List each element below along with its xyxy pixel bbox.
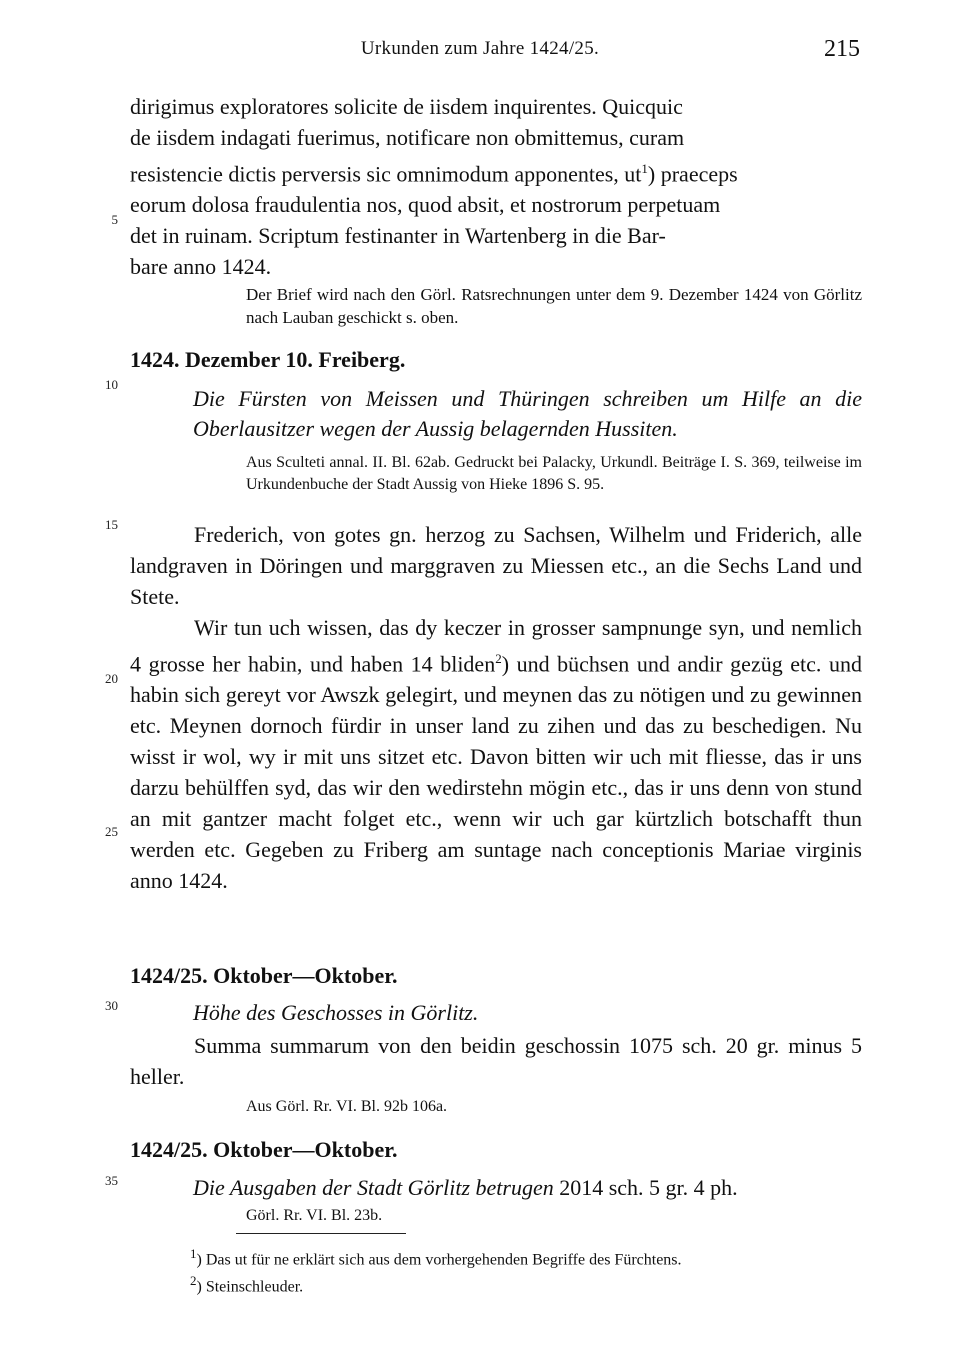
footnote-ref-1: 1 (641, 161, 648, 176)
text-line: dirigimus exploratores solicite de iisdem inquirentes. Quicquic (130, 94, 683, 119)
document-4-source: Görl. Rr. VI. Bl. 23b. (246, 1207, 383, 1224)
main-paragraph: Wir tun uch wissen, das dy keczer in grosser sampnunge syn, und nemlich 4 grosse her habin, und haben 14 bliden$^2$) und büchsen und andir gezüg etc. und habin sich gereyt vor Awszk gelegirt, und meynen das zu nötigen und zu gewinnen etc. Meynen dornoch fürdir in unser land zu zihen und das zu beschedigen. Nu wisst ir wol, wy ir mit uns sitzet etc. Davon bitten wir uch mit fliesse, das ir uns darzu behülffen syd, das wir den wedirstehn mögin etc., das ir uns denn von stund an mit gantzer macht folget etc., wenn wir uch gar kürtzlich botschafft thun werden etc. Gegeben zu Friberg am suntage nach conceptionis Mariae virginis anno 1424. (130, 615, 862, 894)
document-2-regest: Die Fürsten von Meissen und Thüringen schreiben um Hilfe an die Oberlausitzer wegen der Aussig belagernden Hussiten. (193, 386, 862, 441)
text-line: de iisdem indagati fuerimus, notificare non obmittemus, curam (130, 125, 685, 150)
footnote-rule (236, 1233, 406, 1234)
text-line: det in ruinam. Scriptum festinanter in Wartenberg in die Bar- (130, 223, 666, 249)
line-number-20: 20 (105, 671, 118, 686)
line-number-15: 15 (105, 517, 118, 532)
document-3-regest: Höhe des Geschosses in Görlitz. (193, 1000, 479, 1025)
expenditure-value: 2014 sch. 5 gr. 4 ph. (559, 1175, 738, 1200)
document-2-heading: 1424. Dezember 10. Freiberg. (130, 347, 406, 372)
page-number: 215 (824, 36, 860, 62)
document-3-heading: 1424/25. Oktober—Oktober. (130, 963, 398, 988)
document-2-source: Aus Sculteti annal. II. Bl. 62ab. Gedruckt bei Palacky, Urkundl. Beiträge I. S. 369, teilweise im Urkundenbuche der Stadt Aussig von Hieke 1896 S. 95. (246, 454, 862, 493)
text-line: resistencie dictis perversis sic omnimodum apponentes, $ut^1$) praeceps (130, 161, 738, 187)
line-number-10: 10 (105, 377, 118, 392)
line-number-35: 35 (105, 1173, 118, 1188)
line-number-5: 5 (111, 212, 118, 227)
text-line: bare anno 1424. (130, 254, 272, 280)
footnote-1: $^1$) Das ut für ne erklärt sich aus dem vorhergehenden Begriffe des Fürchtens. (190, 1246, 682, 1269)
document-3-source: Aus Görl. Rr. VI. Bl. 92b 106a. (246, 1098, 448, 1115)
footnote-2: $^2$) Steinschleuder. (190, 1273, 304, 1296)
document-4-heading: 1424/25. Oktober—Oktober. (130, 1137, 398, 1162)
line-number-30: 30 (105, 998, 118, 1013)
document-1-text (130, 91, 862, 282)
line-number-25: 25 (105, 824, 118, 839)
document-2-text (130, 519, 862, 896)
running-title: Urkunden zum Jahre 1424/25. (360, 38, 600, 59)
footnote-ref-2: 2 (495, 651, 502, 666)
document-3-text: Summa summarum von den beidin geschossin 1075 sch. 20 gr. minus 5 heller. (130, 1033, 862, 1089)
footnotes (190, 1243, 862, 1298)
document-1-note: Der Brief wird nach den Görl. Ratsrechnungen unter dem 9. Dezember 1424 von Görlitz nach Lauban geschickt s. oben. (246, 285, 862, 327)
address-paragraph: Frederich, von gotes gn. herzog zu Sachsen, Wilhelm und Friderich, alle landgraven in Döringen und marggraven zu Miessen etc., an die Sechs Land und Stete. (130, 522, 862, 609)
document-4-regest: Die Ausgaben der Stadt Görlitz betrugen 2014 sch. 5 gr. 4 ph. (193, 1175, 738, 1200)
text-line: eorum dolosa fraudulentia nos, quod absit, et nostrorum perpetuam (130, 192, 721, 218)
